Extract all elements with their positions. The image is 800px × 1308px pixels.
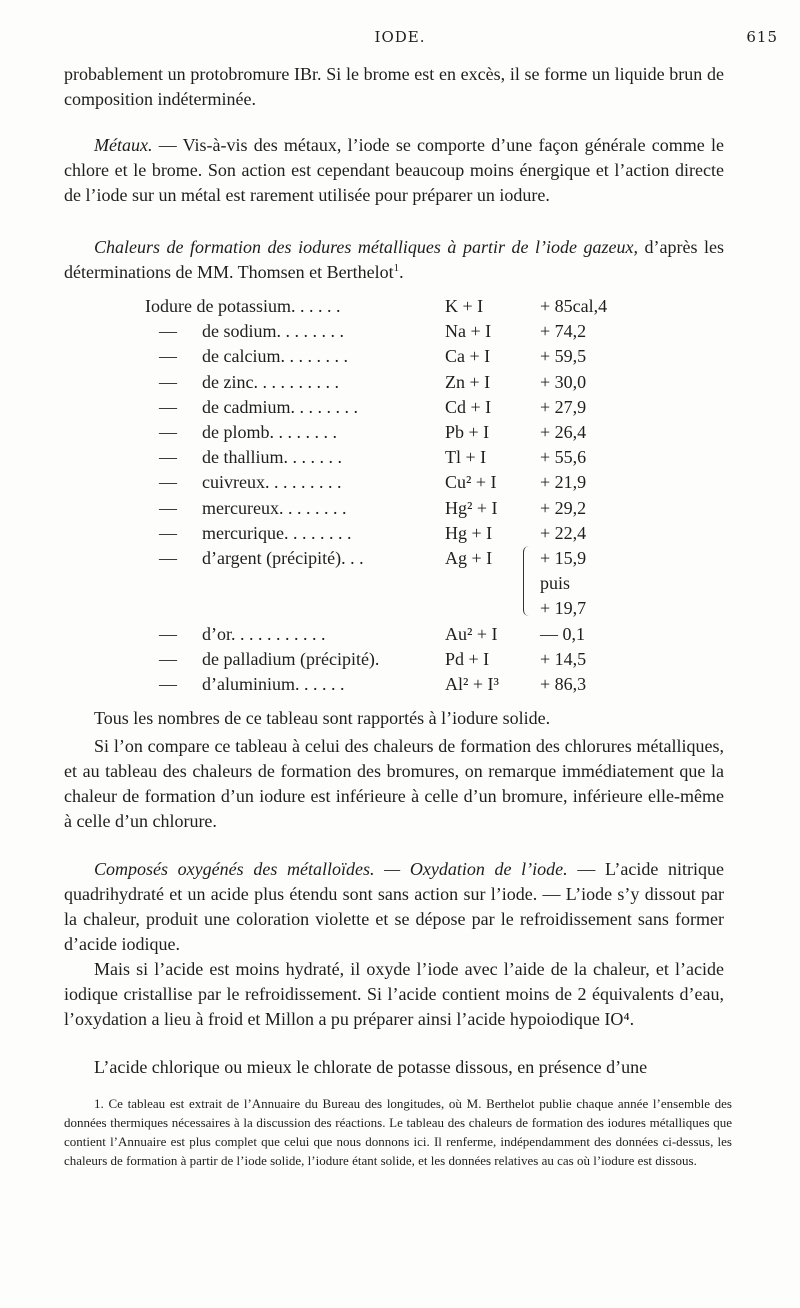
compound-name: de zinc. . . . . . . . . .	[202, 371, 339, 392]
table-row	[145, 397, 685, 422]
ditto-dash: —	[159, 346, 177, 367]
paragraph-composes-text: — L’acide nitrique quadrihydraté et un acide plus étendu sont sans action sur l’iode. — L’iode s’y dissout par la chaleur, produit une coloration violette et se dépose par le refroidissement sans former d’acide iodique.	[64, 859, 725, 954]
heat-value: — 0,1	[540, 623, 585, 644]
reaction-formula: Hg + I	[445, 522, 493, 543]
reaction-formula: Pd + I	[445, 648, 490, 669]
heat-value: + 21,9	[540, 472, 587, 493]
section-heading-chaleurs: Chaleurs de formation des iodures métalliques à partir de l’iode gazeux,	[94, 237, 638, 257]
table-row	[145, 422, 685, 447]
section-heading-metaux: Métaux.	[94, 135, 153, 155]
paragraph-composes	[64, 857, 724, 957]
ditto-dash: —	[159, 447, 177, 468]
reaction-formula: Cu² + I	[445, 472, 497, 493]
heat-value: + 27,9	[540, 396, 587, 417]
compound-name: d’aluminium. . . . . .	[202, 674, 345, 694]
heat-value: + 55,6	[540, 447, 587, 468]
table-row	[145, 674, 685, 699]
ditto-dash: —	[159, 648, 177, 669]
table-row	[145, 548, 685, 573]
compound-name: de sodium. . . . . . . .	[202, 321, 344, 342]
compound-name: d’or. . . . . . . . . . .	[202, 623, 326, 644]
ditto-dash: —	[159, 371, 177, 392]
table-row	[145, 624, 685, 649]
table-row	[145, 372, 685, 397]
heat-value: + 26,4	[540, 422, 587, 442]
paragraph-compare: Si l’on compare ce tableau à celui des chaleurs de formation des chlorures métalliques, et au tableau des chaleurs de formation des bromures, on remarque immédiatement que la chaleur de formation d’un iodure est inférieure à celle d’un bromure, inférieure elle-même à celle d’un chlorure.	[64, 736, 724, 831]
section-heading-composes: Composés oxygénés des métalloïdes. — Oxydation de l’iode.	[94, 859, 568, 879]
heat-value: + 30,0	[540, 371, 587, 392]
heat-value: + 85cal,4	[540, 296, 608, 316]
heat-value: + 29,2	[540, 497, 587, 518]
paragraph-metaux	[64, 133, 724, 208]
running-header	[0, 28, 800, 50]
paragraph-acide: L’acide chlorique ou mieux le chlorate de potasse dissous, en présence d’une	[94, 1057, 648, 1077]
paragraph-mais: Mais si l’acide est moins hydraté, il oxyde l’iode avec l’aide de la chaleur, et l’acide iodique cristallise par le refroidissement. Si l’acide contient moins de 2 équivalents d’eau, l’oxydation a lieu à froid et Millon a pu préparer ainsi l’acide hypoiodique IO⁴.	[64, 959, 724, 1029]
reaction-formula: Na + I	[445, 321, 492, 342]
paragraph-metaux-text: — Vis-à-vis des métaux, l’iode se comporte d’une façon générale comme le chlore et le brome. Son action est cependant beaucoup moins énergique et l’action directe de l’iode sur un métal est rarement utilisée pour préparer un iodure.	[64, 135, 724, 205]
heat-value: + 19,7	[540, 598, 587, 619]
heat-value: + 86,3	[540, 674, 587, 694]
ditto-dash: —	[159, 623, 177, 644]
ditto-dash: —	[159, 321, 177, 342]
page-number: 615	[746, 28, 778, 46]
heat-value: + 14,5	[540, 648, 587, 669]
reaction-formula: Zn + I	[445, 371, 491, 392]
ditto-dash: —	[159, 472, 177, 493]
table-row	[145, 498, 685, 523]
table-row	[145, 346, 685, 371]
compound-name: de palladium (précipité).	[202, 648, 380, 669]
table-row	[145, 573, 685, 598]
heat-value: puis	[540, 573, 571, 594]
paragraph-chaleurs-text: d’après les déterminations de MM. Thomsen et Berthelot	[64, 237, 724, 282]
compound-name: d’argent (précipité). . .	[202, 548, 364, 568]
running-title: IODE.	[374, 28, 426, 46]
heat-value: + 22,4	[540, 522, 587, 543]
reaction-formula: Al² + I³	[445, 674, 499, 694]
ditto-dash: —	[159, 548, 177, 568]
compound-name: mercureux. . . . . . . .	[202, 497, 347, 518]
table-row	[145, 296, 685, 321]
compound-name: de thallium. . . . . . .	[202, 447, 342, 468]
table-row	[145, 523, 685, 548]
table-row	[145, 598, 685, 623]
compound-name: de plomb. . . . . . . .	[202, 422, 337, 442]
ditto-dash: —	[159, 522, 177, 543]
ditto-dash: —	[159, 674, 177, 694]
compound-name: mercurique. . . . . . . .	[202, 522, 352, 543]
ditto-dash: —	[159, 497, 177, 518]
heat-value: + 59,5	[540, 346, 587, 367]
heat-value: + 74,2	[540, 321, 587, 342]
paragraph-protobromure: probablement un protobromure IBr. Si le brome est en excès, il se forme un liquide brun de composition indéterminée.	[64, 64, 724, 109]
footnote: 1. Ce tableau est extrait de l’Annuaire du Bureau des longitudes, où M. Berthelot publie chaque année l’ensemble des données thermiques nécessaires à la discussion des réactions. Le tableau des chaleurs de formation des iodures métalliques que contient l’Annuaire est plus complet que celui que nous donnons ici. Il renferme, indépendamment des données ci-dessus, les chaleurs de formation à partir de l’iode solide, l’iodure étant solide, et les données relatives au cas où l’iodure est dissous.	[64, 1096, 732, 1168]
footnote-ref: 1	[393, 262, 400, 274]
compound-name: Iodure de potassium. . . . . .	[145, 296, 341, 316]
compound-name: de calcium. . . . . . . .	[202, 346, 348, 367]
reaction-formula: Ag + I	[445, 548, 493, 568]
paragraph-chaleurs-tail: .	[399, 262, 404, 282]
compound-name: de cadmium. . . . . . . .	[202, 396, 358, 417]
table-row	[145, 321, 685, 346]
reaction-formula: Au² + I	[445, 623, 498, 644]
ditto-dash: —	[159, 422, 177, 442]
reaction-formula: Tl + I	[445, 447, 487, 468]
reaction-formula: K + I	[445, 296, 484, 316]
reaction-formula: Ca + I	[445, 346, 491, 367]
paragraph-tous: Tous les nombres de ce tableau sont rapportés à l’iodure solide.	[94, 708, 551, 728]
paragraph-chaleurs	[64, 235, 724, 285]
compound-name: cuivreux. . . . . . . . .	[202, 472, 342, 493]
table-row	[145, 649, 685, 674]
reaction-formula: Hg² + I	[445, 497, 498, 518]
table-row	[145, 447, 685, 472]
table-row	[145, 472, 685, 497]
heat-value: + 15,9	[540, 548, 587, 568]
reaction-formula: Cd + I	[445, 396, 492, 417]
ditto-dash: —	[159, 396, 177, 417]
reaction-formula: Pb + I	[445, 422, 490, 442]
